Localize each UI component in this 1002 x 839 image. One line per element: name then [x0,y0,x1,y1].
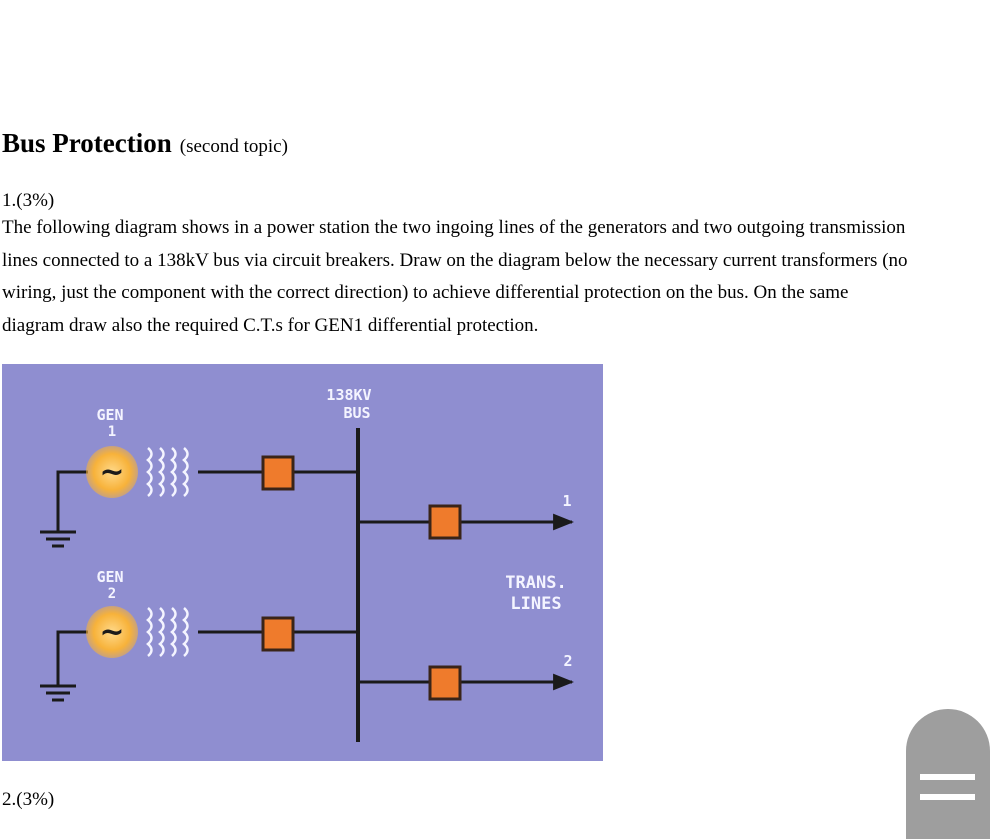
menu-button[interactable] [906,709,990,839]
gen2-circuit-breaker [263,618,293,650]
diagram-svg [2,364,603,761]
gen2-label-1: GEN [96,568,124,586]
page-title [2,123,288,160]
gen2-label-2: 2 [107,586,117,602]
gen1-circuit-breaker [263,457,293,489]
title-subtitle: (second topic) [179,136,288,157]
line2-label: 2 [563,652,573,670]
trans-lines-label-1: TRANS. [505,573,567,593]
question-1-text: The following diagram shows in a power station the two ingoing lines of the generators and two outgoing transmission lines connected to a 138kV bus via circuit breakers. Draw on the diagram below the necessary current transformers (no wiring, just the component with the correct direction) to achieve differential protection on the bus. On the same diagram draw also the required C.T.s for GEN1 differential protection. [2,217,908,336]
line2-circuit-breaker [430,667,460,699]
line1-label: 1 [562,492,572,510]
title-main: Bus Protection [2,128,172,158]
menu-bar-bottom [920,794,975,800]
diagram-background [2,364,603,761]
gen1-label-1: GEN [96,406,124,424]
question-2-number: 2.(3%) [2,789,55,810]
menu-bar-top [920,774,975,780]
line1-circuit-breaker [430,506,460,538]
gen1-ac-symbol: ~ [99,455,125,490]
bus-protection-diagram [2,364,603,761]
trans-lines-label-2: LINES [510,594,562,614]
bus-label-1: 138KV [326,386,372,404]
gen1-label-2: 1 [107,424,117,440]
bus-label-2: BUS [343,404,371,422]
question-1-number: 1.(3%) [2,190,55,211]
gen2-ac-symbol: ~ [99,615,125,650]
